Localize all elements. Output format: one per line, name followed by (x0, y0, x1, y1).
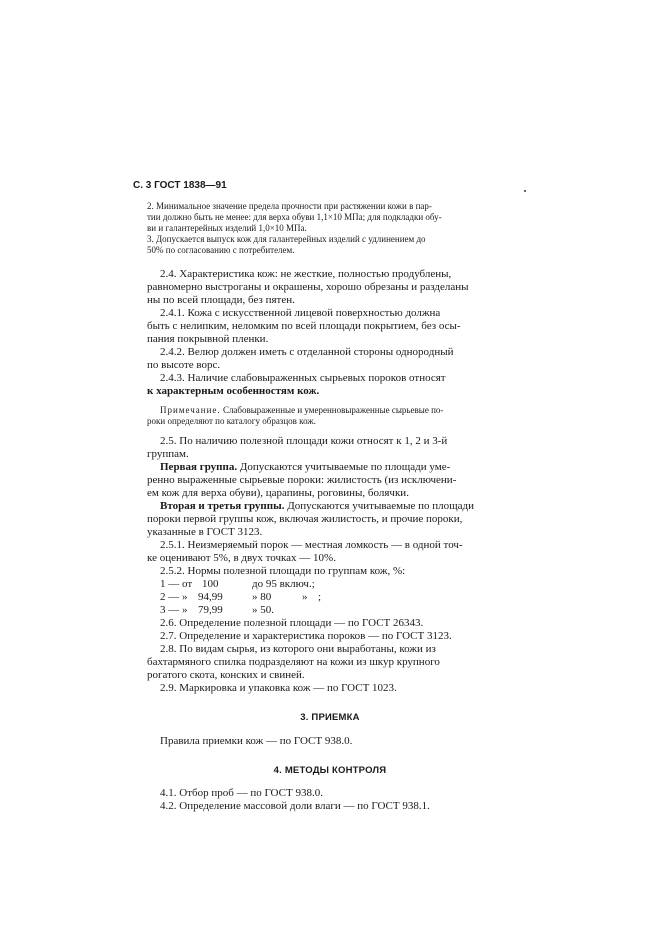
page-header: С. 3 ГОСТ 1838—91 (133, 180, 227, 191)
s2-4-line-1: 2.4. Характеристика кож: не жесткие, полностью продублены, (160, 268, 452, 280)
group23-label: Вторая и третья группы. (160, 500, 285, 512)
group23-line-2: пороки первой группы кож, включая жилистость, и прочие пороки, (147, 513, 463, 525)
section-3-title: 3. ПРИЕМКА (300, 712, 360, 723)
scan-speck (524, 190, 526, 192)
s2-4-1-line-2: быть с нелипким, неломким по всей площади покрытием, без осы- (147, 320, 461, 332)
group23-text: Допускаются учитываемые по площади (287, 500, 475, 512)
group1-line-3: ем кож для верха обуви), царапины, роговины, болячки. (147, 487, 409, 499)
note-primechanie-line-1 (160, 405, 443, 416)
s2-4-1-line-3: пания покрывной пленки. (147, 333, 269, 345)
norm-row-2-to: » 80 (252, 591, 272, 603)
norm-row-1 (160, 578, 360, 591)
norm-row-2-group: 2 — » (160, 591, 188, 603)
s2-5-line-1: 2.5. По наличию полезной площади кожи относят к 1, 2 и 3-й (160, 435, 448, 447)
norm-row-1-from: 100 (202, 578, 219, 590)
group23-line-3: указанные в ГОСТ 3123. (147, 526, 263, 538)
norm-row-2-ditto: » (302, 591, 308, 603)
s4-1: 4.1. Отбор проб — по ГОСТ 938.0. (160, 787, 323, 799)
norm-row-3-to: » 50. (252, 604, 274, 616)
s2-5-1-line-2: ке оценивают 5%, в двух точках — 10%. (147, 552, 336, 564)
s2-7: 2.7. Определение и характеристика пороков — по ГОСТ 3123. (160, 630, 452, 642)
s2-4-2-line-1: 2.4.2. Велюр должен иметь с отделанной стороны однородный (160, 346, 454, 358)
group23-line-1 (160, 500, 474, 513)
s2-5-2-line-1: 2.5.2. Нормы полезной площади по группам кож, %: (160, 565, 406, 577)
s2-9: 2.9. Маркировка и упаковка кож — по ГОСТ 1023. (160, 682, 397, 694)
note-3-line-2: 50% по согласованию с потребителем. (147, 245, 295, 255)
s2-4-3-line-2: к характерным особенностям кож. (147, 385, 320, 397)
note-primechanie-label: Примечание. (160, 405, 221, 415)
note-primechanie-line-2: роки определяют по каталогу образцов кож. (147, 416, 316, 426)
note-2-line-2: тии должно быть не менее: для верха обуви 1,1×10 МПа; для подкладки обу- (147, 212, 442, 222)
note-3-line-1: 3. Допускается выпуск кож для галантерейных изделий с удлинением до (147, 234, 426, 244)
section-3-text: Правила приемки кож — по ГОСТ 938.0. (160, 735, 353, 747)
s2-4-line-3: ны по всей площади, без пятен. (147, 294, 295, 306)
s2-4-1-line-1: 2.4.1. Кожа с искусственной лицевой поверхностью должна (160, 307, 441, 319)
norm-row-3 (160, 604, 360, 617)
norm-row-2-end: ; (318, 591, 322, 603)
norm-row-1-to: до 95 включ.; (252, 578, 315, 590)
group1-text: Допускаются учитываемые по площади уме- (239, 461, 451, 473)
note-2-line-3: ви и галантерейных изделий 1,0×10 МПа. (147, 223, 307, 233)
note-2-line-1: 2. Минимальное значение предела прочности при растяжении кожи в пар- (147, 201, 432, 211)
s2-4-2-line-2: по высоте ворс. (147, 359, 221, 371)
group1-label: Первая группа. (160, 461, 238, 473)
s2-8-line-2: бахтармяного спилка подразделяют на кожи из шкур крупного (147, 656, 440, 668)
s2-4-line-2: равномерно выстроганы и окрашены, хорошо обрезаны и разделаны (147, 281, 469, 293)
note-primechanie-text: Слабовыраженные и умеренновыраженные сырьевые по- (222, 405, 444, 415)
s2-8-line-3: рогатого скота, конских и свиней. (147, 669, 305, 681)
norm-row-2 (160, 591, 360, 604)
norm-row-3-group: 3 — » (160, 604, 188, 616)
s2-5-line-2: группам. (147, 448, 189, 460)
section-4-title: 4. МЕТОДЫ КОНТРОЛЯ (273, 765, 387, 776)
norm-row-2-from: 94,99 (198, 591, 223, 603)
s2-8-line-1: 2.8. По видам сырья, из которого они выработаны, кожи из (160, 643, 436, 655)
s2-4-3-line-1: 2.4.3. Наличие слабовыраженных сырьевых пороков относят (160, 372, 446, 384)
s2-5-1-line-1: 2.5.1. Неизмеряемый порок — местная ломкость — в одной точ- (160, 539, 463, 551)
group1-line-2: ренно выраженные сырьевые пороки: жилистость (из исключени- (147, 474, 457, 486)
s4-2: 4.2. Определение массовой доли влаги — по ГОСТ 938.1. (160, 800, 430, 812)
norm-row-3-from: 79,99 (198, 604, 223, 616)
s2-6: 2.6. Определение полезной площади — по ГОСТ 26343. (160, 617, 424, 629)
norm-row-1-group: 1 — от (160, 578, 193, 590)
group1-line-1 (160, 461, 450, 474)
